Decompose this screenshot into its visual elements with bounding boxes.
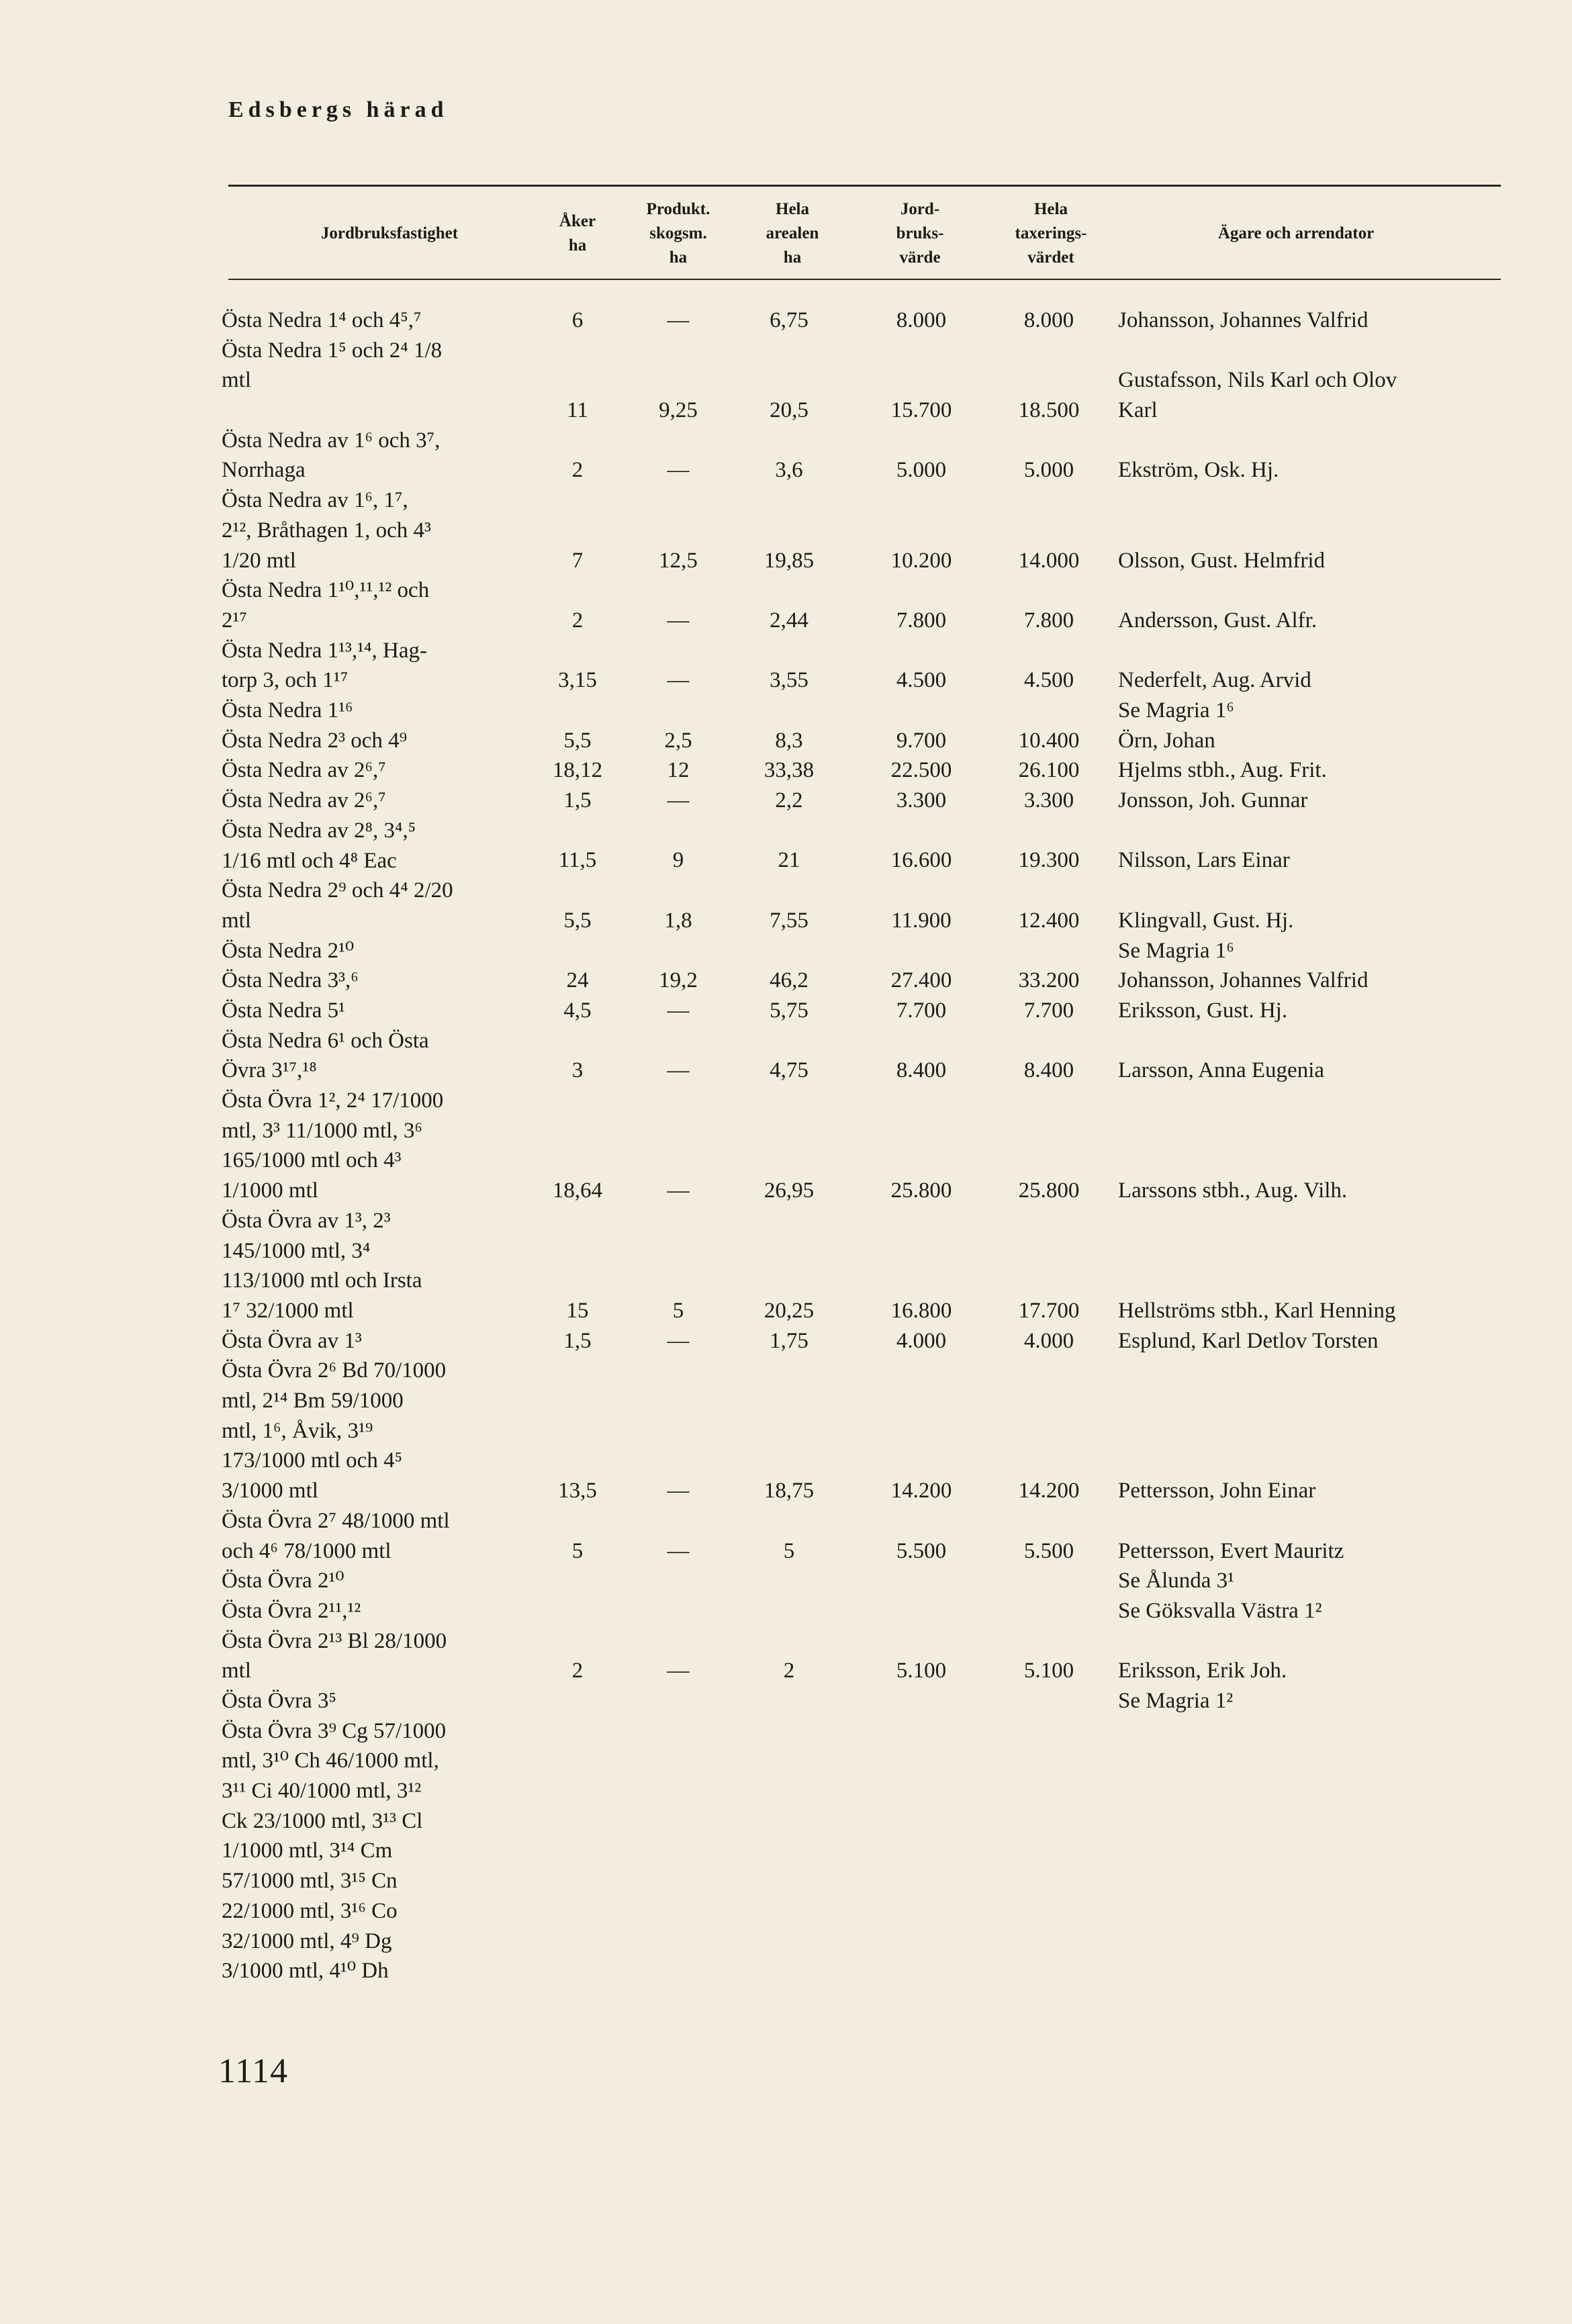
cell-jord: 4.500 — [896, 668, 947, 693]
cell-aker: 4,5 — [563, 998, 592, 1023]
cell-jord: 7.700 — [896, 998, 947, 1023]
cell-owner: Gustafsson, Nils Karl och Olov Karl — [1118, 368, 1397, 423]
cell-aker: 11,5 — [558, 848, 597, 873]
cell-areal: 3,6 — [775, 458, 803, 483]
property-name: Östa Nedra av 1⁶, 1⁷, 2¹², Bråthagen 1, och 4³ 1/20 mtl — [222, 488, 431, 573]
cell-areal: 2,44 — [770, 608, 808, 633]
cell-areal: 21 — [778, 848, 800, 873]
table-row — [0, 996, 1572, 1026]
cell-tax: 14.000 — [1018, 548, 1080, 573]
property-name: Östa Nedra 3³,⁶ — [222, 968, 359, 993]
cell-areal: 8,3 — [775, 728, 803, 753]
cell-tax: 10.400 — [1018, 728, 1080, 753]
header-agare: Ägare och arrendator — [1217, 224, 1375, 242]
table-row — [0, 786, 1572, 816]
cell-tax: 33.200 — [1018, 968, 1080, 993]
property-table — [0, 306, 1572, 2016]
cell-skog: — — [667, 668, 690, 693]
table-row — [0, 636, 1572, 696]
property-name: Östa Nedra av 2⁸, 3⁴,⁵ 1/16 mtl och 4⁸ Eac — [222, 818, 416, 873]
cell-owner: Se Ålunda 3¹ — [1118, 1569, 1235, 1593]
cell-aker: 15 — [566, 1298, 589, 1323]
cell-skog: — — [667, 1058, 690, 1083]
cell-tax: 19.300 — [1018, 848, 1080, 873]
header-aker: Åker ha — [559, 212, 596, 254]
cell-jord: 22.500 — [890, 758, 952, 783]
cell-tax: 18.500 — [1018, 398, 1080, 423]
cell-aker: 2 — [571, 608, 584, 633]
cell-owner: Jonsson, Joh. Gunnar — [1118, 788, 1308, 813]
running-head: Edsbergs härad — [228, 97, 449, 122]
cell-owner: Hjelms stbh., Aug. Frit. — [1118, 758, 1327, 783]
cell-jord: 4.000 — [896, 1328, 947, 1353]
property-name: Östa Nedra 2¹⁰ — [222, 938, 355, 963]
cell-tax: 4.000 — [1023, 1328, 1074, 1353]
table-row — [0, 1026, 1572, 1086]
cell-owner: Pettersson, John Einar — [1118, 1479, 1316, 1503]
cell-tax: 17.700 — [1018, 1298, 1080, 1323]
table-row — [0, 1596, 1572, 1626]
cell-tax: 5.000 — [1023, 458, 1074, 483]
table-row — [0, 1086, 1572, 1206]
cell-skog: — — [667, 1479, 690, 1503]
cell-skog: 19,2 — [659, 968, 698, 993]
cell-skog: 12 — [667, 758, 690, 783]
table-row — [0, 336, 1572, 426]
cell-areal: 2,2 — [775, 788, 803, 813]
cell-owner: Se Magria 1⁶ — [1118, 698, 1234, 723]
cell-areal: 2 — [783, 1659, 795, 1683]
cell-aker: 3 — [571, 1058, 584, 1083]
table-row — [0, 726, 1572, 756]
cell-tax: 12.400 — [1018, 908, 1080, 933]
cell-aker: 1,5 — [563, 1328, 592, 1353]
cell-owner: Pettersson, Evert Mauritz — [1118, 1538, 1344, 1563]
cell-aker: 5,5 — [563, 728, 592, 753]
cell-jord: 7.800 — [896, 608, 947, 633]
property-name: Östa Övra 2¹⁰ — [222, 1569, 344, 1593]
cell-owner: Nederfelt, Aug. Arvid — [1118, 668, 1311, 693]
cell-aker: 13,5 — [558, 1479, 597, 1503]
cell-owner: Larsson, Anna Eugenia — [1118, 1058, 1325, 1083]
property-name: Östa Övra 2⁶ Bd 70/1000 mtl, 2¹⁴ Bm 59/1000 mtl, 1⁶, Åvik, 3¹⁹ 173/1000 mtl och 4⁵ 3/1000 mtl — [222, 1358, 447, 1503]
table-row — [0, 485, 1572, 575]
cell-tax: 3.300 — [1023, 788, 1074, 813]
cell-skog: — — [667, 1659, 690, 1683]
cell-owner: Eriksson, Gust. Hj. — [1118, 998, 1288, 1023]
cell-owner: Johansson, Johannes Valfrid — [1118, 968, 1369, 993]
property-name: Östa Övra av 1³ — [222, 1328, 362, 1353]
cell-owner: Olsson, Gust. Helmfrid — [1118, 548, 1325, 573]
cell-owner: Se Göksvalla Västra 1² — [1118, 1598, 1322, 1623]
cell-owner: Ekström, Osk. Hj. — [1118, 458, 1279, 483]
cell-aker: 5 — [571, 1538, 584, 1563]
property-name: Östa Nedra 1⁴ och 4⁵,⁷ — [222, 308, 422, 332]
cell-jord: 10.200 — [890, 548, 952, 573]
cell-owner: Johansson, Johannes Valfrid — [1118, 308, 1369, 332]
cell-areal: 4,75 — [770, 1058, 808, 1083]
cell-jord: 9.700 — [896, 728, 947, 753]
cell-skog: 5 — [672, 1298, 684, 1323]
cell-owner: Hellströms stbh., Karl Henning — [1118, 1298, 1396, 1323]
cell-tax: 5.100 — [1023, 1659, 1074, 1683]
cell-aker: 18,64 — [552, 1178, 603, 1203]
cell-jord: 16.800 — [890, 1298, 952, 1323]
property-name: Östa Övra 2¹³ Bl 28/1000 mtl — [222, 1628, 447, 1683]
header-tax: Hela taxerings- värdet — [1015, 199, 1087, 267]
cell-tax: 8.400 — [1023, 1058, 1074, 1083]
cell-areal: 5 — [783, 1538, 795, 1563]
cell-tax: 5.500 — [1023, 1538, 1074, 1563]
page-number: 1114 — [218, 2052, 289, 2090]
property-name: Östa Övra av 1³, 2³ 145/1000 mtl, 3⁴ 113/1000 mtl och Irsta 1⁷ 32/1000 mtl — [222, 1208, 422, 1323]
cell-tax: 25.800 — [1018, 1178, 1080, 1203]
cell-jord: 15.700 — [890, 398, 952, 423]
cell-skog: — — [667, 1538, 690, 1563]
table-row — [0, 575, 1572, 635]
cell-areal: 5,75 — [770, 998, 808, 1023]
property-name: Östa Nedra av 2⁶,⁷ — [222, 758, 386, 783]
property-name: Östa Nedra av 2⁶,⁷ — [222, 788, 386, 813]
cell-aker: 7 — [571, 548, 584, 573]
header-jord: Jord- bruks- värde — [896, 199, 944, 267]
cell-areal: 6,75 — [770, 308, 808, 332]
table-row — [0, 306, 1572, 336]
cell-areal: 46,2 — [770, 968, 808, 993]
cell-skog: — — [667, 788, 690, 813]
cell-tax: 7.800 — [1023, 608, 1074, 633]
cell-owner: Nilsson, Lars Einar — [1118, 848, 1290, 873]
cell-jord: 25.800 — [890, 1178, 952, 1203]
cell-skog: — — [667, 998, 690, 1023]
table-top-rule — [228, 185, 1501, 187]
cell-jord: 14.200 — [890, 1479, 952, 1503]
cell-jord: 3.300 — [896, 788, 947, 813]
table-row — [0, 936, 1572, 966]
cell-owner: Eriksson, Erik Joh. — [1118, 1659, 1287, 1683]
table-row — [0, 426, 1572, 485]
table-row — [0, 1356, 1572, 1506]
cell-skog: — — [667, 1328, 690, 1353]
table-row — [0, 1206, 1572, 1326]
cell-areal: 26,95 — [764, 1178, 815, 1203]
cell-skog: 9,25 — [659, 398, 698, 423]
cell-skog: — — [667, 608, 690, 633]
table-row — [0, 1326, 1572, 1356]
cell-areal: 18,75 — [764, 1479, 815, 1503]
cell-jord: 5.500 — [896, 1538, 947, 1563]
cell-jord: 8.000 — [896, 308, 947, 332]
cell-areal: 19,85 — [764, 548, 815, 573]
cell-aker: 6 — [571, 308, 584, 332]
cell-jord: 16.600 — [890, 848, 952, 873]
cell-owner: Örn, Johan — [1118, 728, 1215, 753]
header-areal: Hela arealen ha — [766, 199, 819, 267]
property-name: Östa Nedra 1¹⁰,¹¹,¹² och 2¹⁷ — [222, 578, 430, 633]
cell-skog: 1,8 — [664, 908, 692, 933]
cell-skog: — — [667, 308, 690, 332]
cell-areal: 33,38 — [764, 758, 815, 783]
table-row — [0, 816, 1572, 876]
property-name: Östa Nedra 6¹ och Östa Övra 3¹⁷,¹⁸ — [222, 1028, 429, 1083]
table-row — [0, 1506, 1572, 1566]
cell-jord: 5.000 — [896, 458, 947, 483]
property-name: Östa Övra 2⁷ 48/1000 mtl och 4⁶ 78/1000 mtl — [222, 1508, 450, 1563]
cell-aker: 2 — [571, 1659, 584, 1683]
table-row — [0, 876, 1572, 935]
cell-aker: 24 — [566, 968, 589, 993]
cell-tax: 8.000 — [1023, 308, 1074, 332]
cell-owner: Andersson, Gust. Alfr. — [1118, 608, 1317, 633]
cell-areal: 7,55 — [770, 908, 808, 933]
cell-skog: — — [667, 458, 690, 483]
cell-areal: 20,5 — [770, 398, 808, 423]
cell-aker: 1,5 — [563, 788, 592, 813]
cell-owner: Klingvall, Gust. Hj. — [1118, 908, 1294, 933]
cell-owner: Larssons stbh., Aug. Vilh. — [1118, 1178, 1348, 1203]
property-name: Östa Nedra 5¹ — [222, 998, 345, 1023]
table-header-rule — [228, 279, 1501, 280]
cell-jord: 27.400 — [890, 968, 952, 993]
table-row — [0, 1566, 1572, 1596]
table-row — [0, 1716, 1572, 2016]
cell-aker: 11 — [567, 398, 588, 423]
table-row — [0, 966, 1572, 996]
property-name: Östa Nedra av 1⁶ och 3⁷, Norrhaga — [222, 428, 441, 483]
property-name: Östa Nedra 1¹³,¹⁴, Hag- torp 3, och 1¹⁷ — [222, 638, 428, 693]
cell-tax: 7.700 — [1023, 998, 1074, 1023]
cell-areal: 20,25 — [764, 1298, 815, 1323]
table-row — [0, 755, 1572, 786]
property-name: Östa Övra 2¹¹,¹² — [222, 1598, 361, 1623]
property-name: Östa Övra 3⁵ — [222, 1688, 336, 1713]
cell-jord: 11.900 — [891, 908, 952, 933]
property-name: Östa Övra 3⁹ Cg 57/1000 mtl, 3¹⁰ Ch 46/1000 mtl, 3¹¹ Ci 40/1000 mtl, 3¹² Ck 23/1000 mtl, 3¹³ Cl 1/1000 mtl, 3¹⁴ Cm 57/1000 mtl, 3¹⁵ Cn 22/1000 mtl, 3¹⁶ Co 32/1000 mtl, 4⁹ Dg 3/1000 mtl, 4¹⁰ Dh — [222, 1718, 447, 1984]
property-name: Östa Nedra 2⁹ och 4⁴ 2/20 mtl — [222, 878, 453, 933]
cell-skog: 12,5 — [659, 548, 698, 573]
cell-tax: 4.500 — [1023, 668, 1074, 693]
property-name: Östa Nedra 2³ och 4⁹ — [222, 728, 408, 753]
cell-aker: 5,5 — [563, 908, 592, 933]
cell-jord: 8.400 — [896, 1058, 947, 1083]
header-fastighet: Jordbruksfastighet — [320, 224, 459, 242]
header-skog: Produkt. skogsm. ha — [646, 199, 710, 267]
cell-aker: 18,12 — [552, 758, 603, 783]
cell-jord: 5.100 — [896, 1659, 947, 1683]
cell-areal: 3,55 — [770, 668, 808, 693]
cell-owner: Se Magria 1⁶ — [1118, 938, 1234, 963]
cell-owner: Se Magria 1² — [1118, 1688, 1234, 1713]
property-name: Östa Nedra 1⁵ och 2⁴ 1/8 mtl — [222, 338, 443, 393]
cell-aker: 3,15 — [558, 668, 597, 693]
table-row — [0, 696, 1572, 726]
cell-owner: Esplund, Karl Detlov Torsten — [1118, 1328, 1379, 1353]
cell-tax: 26.100 — [1018, 758, 1080, 783]
table-row — [0, 1626, 1572, 1686]
cell-skog: 2,5 — [664, 728, 692, 753]
table-row — [0, 1686, 1572, 1716]
property-name: Östa Nedra 1¹⁶ — [222, 698, 353, 723]
cell-areal: 1,75 — [770, 1328, 808, 1353]
cell-aker: 2 — [571, 458, 584, 483]
cell-skog: — — [667, 1178, 690, 1203]
property-name: Östa Övra 1², 2⁴ 17/1000 mtl, 3³ 11/1000 mtl, 3⁶ 165/1000 mtl och 4³ 1/1000 mtl — [222, 1088, 444, 1203]
cell-skog: 9 — [672, 848, 684, 873]
cell-tax: 14.200 — [1018, 1479, 1080, 1503]
